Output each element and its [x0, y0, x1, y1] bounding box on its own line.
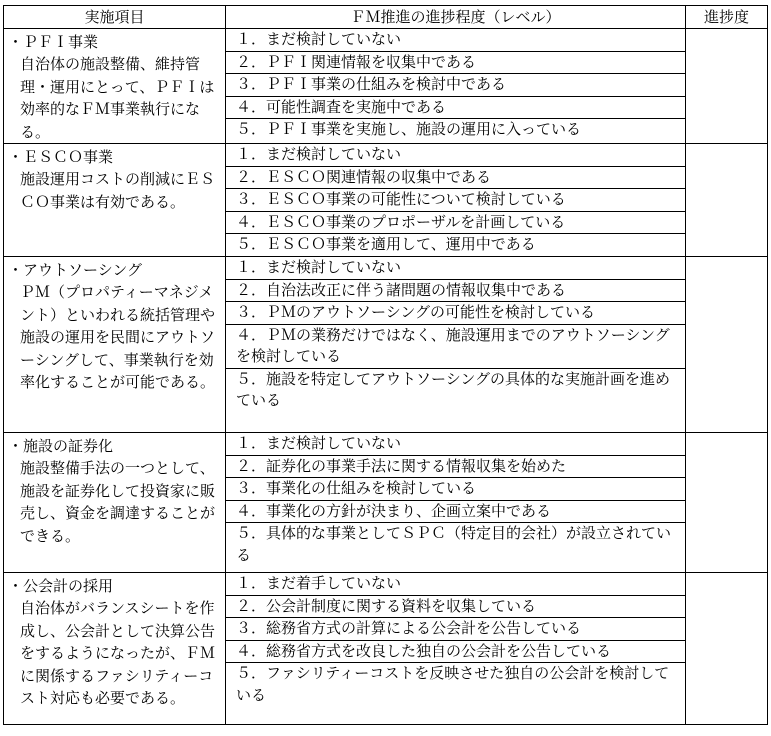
level-cell: [226, 257, 686, 433]
level-option: ４．総務省方式を改良した独自の公会計を公告している: [226, 641, 685, 664]
level-option: ３．総務省方式の計算による公会計を公告している: [226, 618, 685, 641]
level-option: ５．施設を特定してアウトソーシングの具体的な実施計画を進めている: [236, 369, 671, 409]
level-option: ５．ＥＳＣＯ事業を適用して、運用中である: [236, 235, 536, 253]
level-option: ５．ＰＦＩ事業を実施し、施設の運用に入っている: [236, 120, 582, 138]
item-cell: [4, 573, 226, 725]
level-option: ２．証券化の事業手法に関する情報収集を始めた: [226, 456, 685, 479]
fm-progress-table: [3, 5, 768, 725]
item-description: 施設整備手法の一つとして、施設を証券化して投資家に販売し、資金を調達することができる。: [20, 459, 216, 545]
table-row: [4, 257, 768, 433]
item-cell: [4, 257, 226, 433]
level-cell: [226, 433, 686, 573]
level-option: １．まだ検討していない: [226, 144, 685, 167]
header-progress: 進捗度: [686, 6, 768, 29]
item-title: ・ＥＳＣＯ事業: [8, 148, 114, 166]
item-cell: [4, 144, 226, 257]
level-option: １．まだ検討していない: [226, 29, 685, 52]
level-cell: [226, 29, 686, 144]
table-row: [4, 573, 768, 725]
level-option: ３．ＥＳＣＯ事業の可能性について検討している: [226, 189, 685, 212]
table-row: [4, 144, 768, 257]
item-cell: [4, 433, 226, 573]
table-header-row: [4, 6, 768, 29]
item-title: ・公会計の採用: [8, 577, 114, 595]
progress-input-cell[interactable]: [686, 257, 768, 433]
progress-input-cell[interactable]: [686, 29, 768, 144]
level-cell: [226, 144, 686, 257]
item-description: 自治体の施設整備、維持管理・運用にとって、ＰＦＩは効率的なＦＭ事業執行になる。: [20, 55, 215, 141]
table-row: [4, 29, 768, 144]
item-description: ＰＭ（プロパティーマネジメント）といわれる統括管理や施設の運用を民間にアウトソーシングして、事業執行を効率化することが可能である。: [20, 283, 216, 391]
level-option: １．まだ着手していない: [226, 573, 685, 596]
item-cell: [4, 29, 226, 144]
table-row: [4, 433, 768, 573]
level-option: １．まだ検討していない: [226, 433, 685, 456]
item-title: ・アウトソーシング: [8, 261, 143, 279]
item-title: ・ＰＦＩ事業: [8, 33, 99, 51]
level-option: ４．事業化の方針が決まり、企画立案中である: [226, 501, 685, 524]
level-option: ５．ファシリティーコストを反映させた独自の公会計を検討している: [236, 664, 670, 704]
progress-input-cell[interactable]: [686, 573, 768, 725]
level-option: ２．公会計制度に関する資料を収集している: [226, 596, 685, 619]
level-option: ３．ＰＭのアウトソーシングの可能性を検討している: [226, 302, 685, 325]
level-option: ５．具体的な事業としてＳＰＣ（特定目的会社）が設立されている: [236, 524, 672, 564]
header-level: ＦＭ推進の進捗程度（レベル）: [226, 6, 686, 29]
level-option: ２．自治法改正に伴う諸問題の情報収集中である: [226, 280, 685, 303]
level-option: ２．ＥＳＣＯ関連情報の収集中である: [226, 167, 685, 190]
header-item: 実施項目: [4, 6, 226, 29]
item-description: 自治体がバランスシートを作成し、公会計として決算公告をするようになったが、ＦＭに関係するファシリティーコスト対応も必要である。: [20, 599, 216, 707]
level-option: ４．ＰＭの業務だけではなく、施設運用までのアウトソーシングを検討している: [226, 325, 685, 369]
progress-input-cell[interactable]: [686, 144, 768, 257]
progress-input-cell[interactable]: [686, 433, 768, 573]
level-option: ２．ＰＦＩ関連情報を収集中である: [226, 52, 685, 75]
level-option: ４．ＥＳＣＯ事業のプロポーザルを計画している: [226, 212, 685, 235]
level-cell: [226, 573, 686, 725]
level-option: ３．ＰＦＩ事業の仕組みを検討中である: [226, 74, 685, 97]
item-title: ・施設の証券化: [8, 437, 114, 455]
level-option: １．まだ検討していない: [226, 257, 685, 280]
level-option: ３．事業化の仕組みを検討している: [226, 478, 685, 501]
level-option: ４．可能性調査を実施中である: [226, 97, 685, 120]
item-description: 施設運用コストの削減にＥＳＣＯ事業は有効である。: [20, 170, 216, 211]
